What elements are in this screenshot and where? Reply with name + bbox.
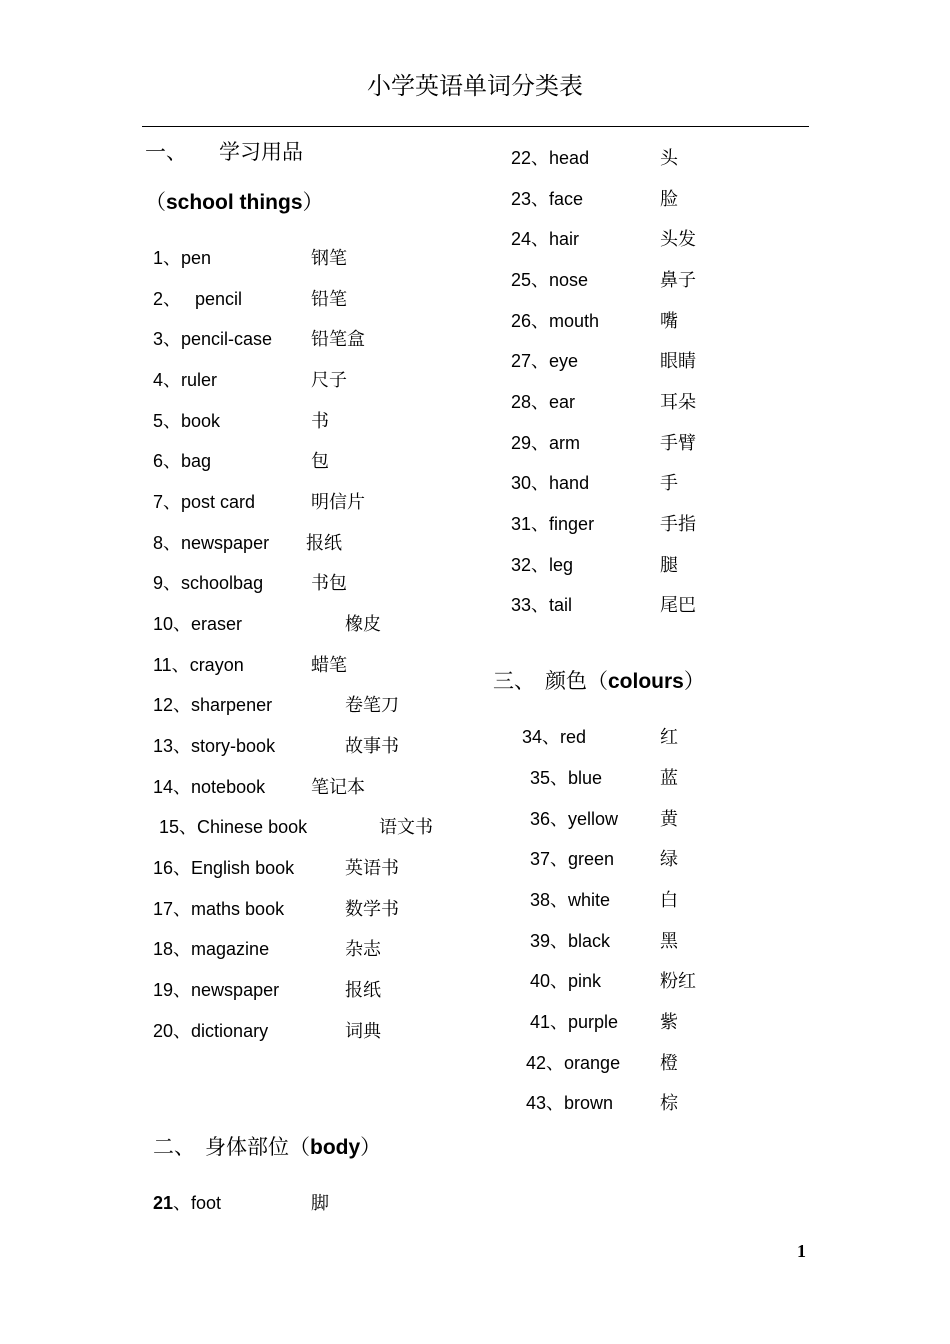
list-item-translation: 绿 [660,849,678,870]
list-item: 6、bag [153,451,212,471]
section1-subtitle-text: school things [166,191,303,214]
list-item-translation: 橡皮 [345,614,381,635]
list-item-translation: 书 [311,411,329,432]
list-item: 25、nose [511,270,589,290]
list-item-translation: 脚 [311,1193,329,1214]
list-item-translation: 词典 [345,1021,381,1042]
list-item-translation: 脸 [660,189,678,210]
list-item-translation: 语文书 [379,817,433,838]
list-item-translation: 笔记本 [311,777,365,798]
section1-heading-num: 一、 [145,140,187,164]
list-item: 38、white [530,890,611,910]
list-item: 13、story-book [153,736,276,756]
list-item-translation: 钢笔 [311,248,347,269]
list-item: 4、ruler [153,370,218,390]
list-item-translation: 红 [660,727,678,748]
list-item: 16、English book [153,858,295,878]
list-item-translation: 头发 [660,229,696,250]
list-item: 19、newspaper [153,980,280,1000]
section3-heading: 三、 颜色（colours） [493,669,705,693]
list-item: 21、foot [153,1193,222,1213]
list-item-translation: 明信片 [311,492,365,513]
list-item-translation: 鼻子 [660,270,696,291]
list-item: 37、green [530,849,615,869]
section3-heading-en: colours [608,670,684,693]
section2-heading-en: body [310,1136,361,1159]
list-item: 43、brown [526,1093,614,1113]
list-item-translation: 故事书 [345,736,399,757]
list-item-translation: 手 [660,473,678,494]
section1-heading [145,136,303,166]
list-item: 32、leg [511,555,574,575]
section1-subtitle: （school things） [145,190,324,214]
list-item-translation: 耳朵 [660,392,696,413]
section1-heading-text: 学习用品 [219,140,303,164]
list-item: 20、dictionary [153,1021,269,1041]
page-number: 1 [797,1241,806,1261]
list-item: 12、sharpener [153,695,273,715]
list-item: 8、newspaper [153,533,270,553]
list-item-translation: 嘴 [660,311,678,332]
list-item-translation: 包 [311,451,329,472]
list-item-translation: 铅笔盒 [311,329,365,350]
list-item-translation: 手指 [660,514,696,535]
list-item: 36、yellow [530,809,619,829]
list-item-translation: 黄 [660,809,678,830]
list-item-translation: 铅笔 [311,289,347,310]
list-item: 28、ear [511,392,576,412]
list-item: 18、magazine [153,939,270,959]
list-item: 42、orange [526,1053,621,1073]
list-item-translation: 报纸 [345,980,381,1001]
list-item: 10、eraser [153,614,243,634]
list-item: 15、Chinese book [159,817,308,837]
list-item: 34、red [522,727,587,747]
list-item: 39、black [530,931,611,951]
list-item-translation: 眼睛 [660,351,696,372]
list-item: 24、hair [511,229,580,249]
list-item: 11、crayon [153,655,244,675]
list-item: 40、pink [530,971,602,991]
list-item-translation: 黑 [660,931,678,952]
list-item-translation: 数学书 [345,899,399,920]
list-item: 30、hand [511,473,590,493]
list-item: 31、finger [511,514,595,534]
list-item: 23、face [511,189,584,209]
list-item: 5、book [153,411,221,431]
list-item-translation: 卷笔刀 [345,695,399,716]
list-item-translation: 腿 [660,555,678,576]
list-item: 41、purple [530,1012,619,1032]
list-item-translation: 白 [660,890,678,911]
list-item: 17、maths book [153,899,285,919]
list-item-translation: 紫 [660,1012,678,1033]
list-item-translation: 蓝 [660,768,678,789]
list-item-translation: 英语书 [345,858,399,879]
list-item: 35、blue [530,768,603,788]
list-item: 14、notebook [153,777,266,797]
list-item: 27、eye [511,351,579,371]
list-item: 1、pen [153,248,212,268]
list-item-translation: 尺子 [311,370,347,391]
list-item: 33、tail [511,595,573,615]
list-item-translation: 头 [660,148,678,169]
list-item-translation: 粉红 [660,971,696,992]
page-title: 小学英语单词分类表 [367,72,583,100]
list-item: 9、schoolbag [153,573,264,593]
list-item-translation: 书包 [311,573,347,594]
list-item-translation: 报纸 [306,533,342,554]
list-item-translation: 棕 [660,1093,678,1114]
list-item: 7、post card [153,492,256,512]
list-item: 22、head [511,148,590,168]
list-item-translation: 橙 [660,1053,678,1074]
list-item: 2、 pencil [153,289,243,309]
list-item: 29、arm [511,433,581,453]
list-item-translation: 杂志 [345,939,381,960]
list-item-translation: 手臂 [660,433,696,454]
list-item-translation: 尾巴 [660,595,696,616]
section2-heading: 二、 身体部位（body） [153,1135,382,1159]
list-item: 26、mouth [511,311,600,331]
title-divider [142,126,809,127]
list-item-translation: 蜡笔 [311,655,347,676]
list-item: 3、pencil-case [153,329,273,349]
